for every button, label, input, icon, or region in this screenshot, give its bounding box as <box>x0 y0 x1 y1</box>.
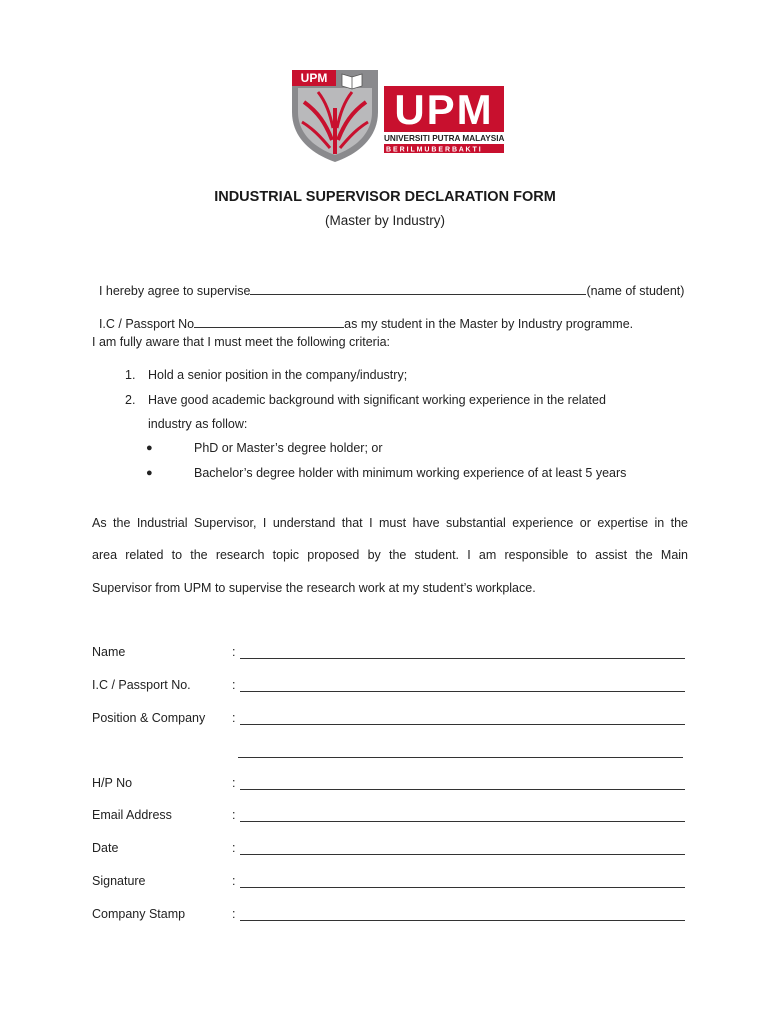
field-label-signature: Signature <box>92 874 146 888</box>
field-label-name: Name <box>92 645 126 659</box>
field-colon: : <box>232 874 236 888</box>
university-name: UNIVERSITI PUTRA MALAYSIA <box>384 134 505 143</box>
field-colon: : <box>232 645 236 659</box>
sub-criteria-item: Bachelor’s degree holder with minimum working experience of at least 5 years <box>194 466 627 480</box>
upm-wordmark <box>384 86 504 154</box>
field-label-email: Email Address <box>92 808 172 822</box>
declaration-line-student <box>92 269 684 298</box>
form-title: INDUSTRIAL SUPERVISOR DECLARATION FORM <box>214 189 556 205</box>
ic-input-line[interactable] <box>240 691 685 692</box>
field-colon: : <box>232 808 236 822</box>
emblem-text: UPM <box>300 71 328 85</box>
criteria-intro: I am fully aware that I must meet the following criteria: <box>92 335 391 349</box>
declaration-suffix: (name of student) <box>586 284 685 298</box>
field-label-ic: I.C / Passport No. <box>92 678 191 692</box>
form-subtitle: (Master by Industry) <box>324 213 446 228</box>
sub-criteria-item: PhD or Master’s degree holder; or <box>194 441 383 455</box>
field-colon: : <box>232 711 236 725</box>
criteria-number: 2. <box>125 393 136 407</box>
criteria-item: Hold a senior position in the company/industry; <box>148 368 408 382</box>
position-input-line[interactable] <box>240 724 685 725</box>
wordmark-text: UPM <box>394 86 494 133</box>
field-colon: : <box>232 776 236 790</box>
criteria-number: 1. <box>125 368 136 382</box>
hp-input-line[interactable] <box>240 789 685 790</box>
email-input-line[interactable] <box>240 821 685 822</box>
bullet-icon: ● <box>146 467 153 479</box>
field-label-date: Date <box>92 841 119 855</box>
field-label-hp: H/P No <box>92 776 133 790</box>
ic-suffix: as my student in the Master by Industry programme. <box>344 317 634 331</box>
date-input-line[interactable] <box>240 854 685 855</box>
statement-line: As the Industrial Supervisor, I understand that I must have substantial experience or expertise in the <box>92 516 688 530</box>
company-stamp-input-line[interactable] <box>240 920 685 921</box>
statement-line: area related to the research topic proposed by the student. I am responsible to assist the Main <box>92 548 688 562</box>
university-motto: B E R I L M U B E R B A K T I <box>386 146 481 154</box>
field-label-company-stamp: Company Stamp <box>92 907 186 921</box>
criteria-item-continued: industry as follow: <box>148 417 248 431</box>
bullet-icon: ● <box>146 442 153 454</box>
declaration-prefix: I hereby agree to supervise <box>98 284 251 298</box>
upm-logo <box>286 68 508 164</box>
student-ic-blank[interactable] <box>194 316 344 328</box>
statement-line: Supervisor from UPM to supervise the research work at my student’s workplace. <box>92 581 536 595</box>
criteria-item: Have good academic background with significant working experience in the related <box>148 393 606 407</box>
declaration-line-ic <box>92 302 633 331</box>
field-colon: : <box>232 841 236 855</box>
ic-prefix: I.C / Passport No <box>98 317 195 331</box>
name-input-line[interactable] <box>240 658 685 659</box>
field-colon: : <box>232 907 236 921</box>
upm-emblem <box>292 70 378 162</box>
student-name-blank[interactable] <box>250 283 586 295</box>
position-input-line-2[interactable] <box>238 757 683 758</box>
signature-input-line[interactable] <box>240 887 685 888</box>
field-colon: : <box>232 678 236 692</box>
field-label-position: Position & Company <box>92 711 206 725</box>
